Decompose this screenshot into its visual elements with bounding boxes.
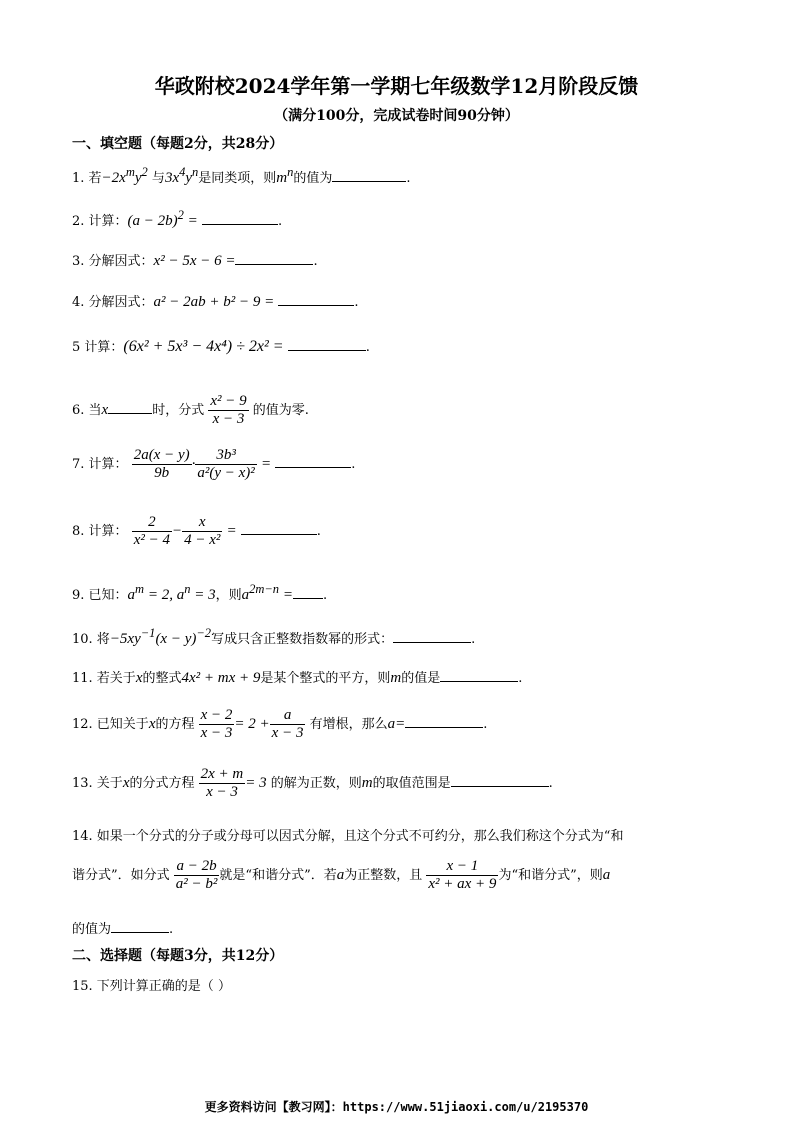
q14-text: 的值为	[72, 922, 112, 937]
q8-denominator-2: 4 − x²	[184, 532, 221, 548]
q1-text: 的值为	[293, 171, 333, 186]
q10-expr: −5xy	[109, 631, 141, 647]
page-title: 华政附校2024学年第一学期七年级数学12月阶段反馈	[154, 74, 639, 98]
q11-expr: 4x² + mx + 9	[181, 670, 261, 686]
q14-text: 谐分式”．如分式	[72, 868, 170, 883]
answer-blank[interactable]	[451, 774, 549, 787]
q5-expr: (6x² + 5x³ − 4x⁴) ÷ 2x² =	[123, 338, 284, 355]
q14-numerator-1: a − 2b	[174, 858, 220, 876]
q6-var: x	[101, 402, 109, 418]
q1-text: 1. 若	[72, 171, 102, 186]
q7-numerator-1: 2a(x − y)	[133, 447, 190, 463]
q3-text: 3. 分解因式：	[72, 254, 154, 269]
answer-blank[interactable]	[293, 586, 323, 599]
q7-denominator-2: a²(y − x)²	[197, 465, 255, 481]
q1-text: 是同类项，则	[198, 171, 277, 186]
q2-exp: 2	[177, 208, 184, 222]
q13-text: 的分式方程	[129, 776, 195, 791]
answer-blank[interactable]	[278, 293, 354, 306]
question-14-line-1: 14. 如果一个分式的分子或分母可以因式分解，且这个分式不可约分，那么我们称这个分式为“和	[72, 829, 624, 844]
q9-eq: =	[279, 587, 293, 603]
question-11: 11. 若关于x的整式4x² + mx + 9是某个整式的平方，则m的值是 .	[72, 670, 523, 686]
q11-text: 11. 若关于	[72, 671, 136, 686]
q12-var: a	[387, 716, 396, 732]
q10-text: 写成只含正整数指数幂的形式：	[211, 632, 394, 647]
q8-numerator-1: 2	[132, 514, 172, 532]
question-3: 3. 分解因式：x² − 5x − 6 = .	[72, 253, 318, 269]
q9-text: 9. 已知：	[72, 588, 128, 603]
q8-minus: −	[171, 523, 183, 539]
q6-text: 的值为零.	[252, 403, 309, 418]
q1-term2-exp: 4	[179, 165, 186, 179]
q1-term1-exp: m	[125, 165, 135, 179]
q11-var: x	[135, 670, 143, 686]
question-4: 4. 分解因式：a² − 2ab + b² − 9 = .	[72, 294, 359, 310]
q1-text: 与	[151, 171, 165, 186]
q13-text: 的取值范围是	[372, 776, 451, 791]
q9-a: a	[127, 587, 136, 603]
question-14-line-3: 的值为 .	[72, 922, 174, 937]
q12-text: 12. 已知关于	[72, 717, 149, 732]
q12-numerator-2: a	[270, 707, 306, 725]
q8-text: 8. 计算：	[72, 524, 128, 539]
q10-exp: −2	[196, 626, 212, 640]
q12-eq: =	[395, 716, 406, 732]
q2-text: 2. 计算：	[72, 214, 128, 229]
answer-blank[interactable]	[405, 715, 483, 728]
question-10: 10. 将$-5xy^{-1}(x - y)^{-2}$写成只含正整数指数幂的形式： .	[72, 626, 476, 647]
q13-text: 13. 关于	[72, 776, 123, 791]
question-1: 1. 若$-2x^my^2$ 与$3x^4y^n$是同类项，则$m^n$的值为 .	[72, 165, 411, 186]
q1-term2-yexp: n	[192, 165, 199, 179]
q14-text: 为“和谐分式”，则	[498, 868, 603, 883]
q12-text: 有增根，那么	[309, 717, 388, 732]
footer-link[interactable]: 更多资料访问【教习网】：https://www.51jiaoxi.com/u/2195370	[204, 1100, 589, 1114]
q9-exp-n: n	[184, 582, 191, 596]
q14-var: a	[336, 867, 345, 883]
q12-eq: = 2 +	[234, 716, 270, 732]
q10-exp: −1	[140, 626, 156, 640]
q8-eq: =	[226, 523, 237, 539]
q14-denominator-1: a² − b²	[175, 876, 218, 892]
q2-eq: =	[187, 213, 198, 229]
answer-blank[interactable]	[235, 252, 313, 265]
q7-numerator-2: 3b³	[195, 447, 256, 465]
question-8: 8. 计算： $\frac{2}{\text{x² − 4}}$ − $\frac{x}{\text{4 − x²}}$ = .	[72, 514, 321, 548]
q10-text: 10. 将	[72, 632, 110, 647]
q1-term2-y: y	[185, 170, 193, 186]
q14-text: 为正整数，且	[344, 868, 423, 883]
question-15: 15. 下列计算正确的是（ ）	[72, 979, 231, 994]
q14-denominator-2: x² + ax + 9	[428, 876, 497, 892]
q9-a: a	[241, 587, 250, 603]
q9-expr: = 2, a	[144, 587, 185, 603]
answer-blank[interactable]	[332, 169, 406, 182]
answer-blank[interactable]	[393, 630, 471, 643]
q13-eq: = 3	[245, 775, 267, 791]
q7-denominator-1: 9b	[154, 465, 170, 481]
q11-text: 是某个整式的平方，则	[260, 671, 391, 686]
q13-var: m	[361, 775, 373, 791]
q9-exp: 2m−n	[249, 582, 280, 596]
q13-var: x	[122, 775, 130, 791]
page-subtitle: （满分100分，完成试卷时间90分钟）	[274, 108, 519, 124]
q13-text: 的解为正数，则	[270, 776, 362, 791]
question-7: 7. 计算： $\frac{2a(x - y)}{9b}$ · $\frac{\text{3b³}}{\text{a²(y − x)²}}$ = .	[72, 447, 356, 481]
answer-blank[interactable]	[440, 669, 518, 682]
question-2: 2. 计算：$(a - 2b)^2$ = .	[72, 208, 283, 229]
q13-denominator: x − 3	[206, 784, 238, 800]
q1-term1: −2x	[101, 170, 126, 186]
q7-dot: ·	[191, 456, 196, 472]
q12-denominator-2: x − 3	[271, 725, 304, 741]
q2-expr: (a − 2b)	[127, 213, 178, 229]
q1-term1-y: y	[134, 170, 142, 186]
question-5: 5 计算：(6x² + 5x³ − 4x⁴) ÷ 2x² = .	[72, 338, 370, 355]
q11-text: 的整式	[142, 671, 182, 686]
q11-text: 的值是	[401, 671, 441, 686]
q6-text: 时，分式	[152, 403, 205, 418]
q13-numerator: 2x + m	[200, 766, 244, 782]
q14-var: a	[602, 867, 611, 883]
q6-text: 6. 当	[72, 403, 102, 418]
answer-blank[interactable]	[111, 920, 169, 933]
q14-text: 就是“和谐分式”．若	[219, 868, 337, 883]
answer-blank[interactable]	[275, 455, 351, 468]
answer-blank[interactable]	[202, 212, 278, 225]
question-12: 12. 已知关于x的方程 $\frac{x - 2}{x - 3}$ = 2 + $\frac{a}{x - 3}$ 有增根，那么a= .	[72, 707, 488, 741]
q7-eq: =	[260, 456, 272, 472]
q8-numerator-2: x	[182, 514, 222, 532]
q9-exp-m: m	[135, 582, 145, 596]
question-9: 9. 已知：$a^m = 2$, $a^n = 3$，则$a^{2m-n}$ = .	[72, 582, 328, 603]
question-14-line-2	[72, 858, 610, 893]
q14-numerator-2: x − 1	[426, 858, 498, 876]
q6-denominator: x − 3	[212, 411, 245, 427]
section-heading-choice: 二、选择题（每题3分，共12分）	[72, 948, 284, 964]
q10-expr: (x − y)	[155, 631, 197, 647]
q12-numerator-1: x − 2	[200, 707, 233, 723]
q12-denominator-1: x − 3	[200, 725, 233, 741]
q9-text: ，则	[215, 588, 242, 603]
q1-term3: m	[276, 170, 288, 186]
q7-text: 7. 计算：	[72, 457, 128, 472]
q4-text: 4. 分解因式：	[72, 295, 154, 310]
q11-var: m	[390, 670, 402, 686]
q12-var: x	[148, 716, 156, 732]
answer-blank[interactable]	[241, 522, 317, 535]
answer-blank[interactable]	[288, 338, 366, 351]
q12-text: 的方程	[155, 717, 195, 732]
section-heading-fill-in: 一、填空题（每题2分，共28分）	[72, 136, 284, 152]
q1-term2: 3x	[164, 170, 180, 186]
q1-term1-yexp: 2	[141, 165, 148, 179]
question-13: 13. 关于x的分式方程 $\frac{2x + m}{x - 3}$ = 3 的解为正数，则m的取值范围是 .	[72, 766, 553, 800]
q5-text: 5 计算：	[72, 340, 124, 355]
q6-numerator: x² − 9	[210, 393, 247, 409]
answer-blank[interactable]	[108, 401, 152, 414]
q4-expr: a² − 2ab + b² − 9 =	[153, 294, 275, 310]
q1-term3-exp: n	[287, 165, 294, 179]
q9-expr: = 3	[190, 587, 216, 603]
q8-denominator-1: x² − 4	[133, 532, 170, 548]
q3-expr: x² − 5x − 6 =	[153, 253, 236, 269]
question-6	[72, 393, 309, 428]
